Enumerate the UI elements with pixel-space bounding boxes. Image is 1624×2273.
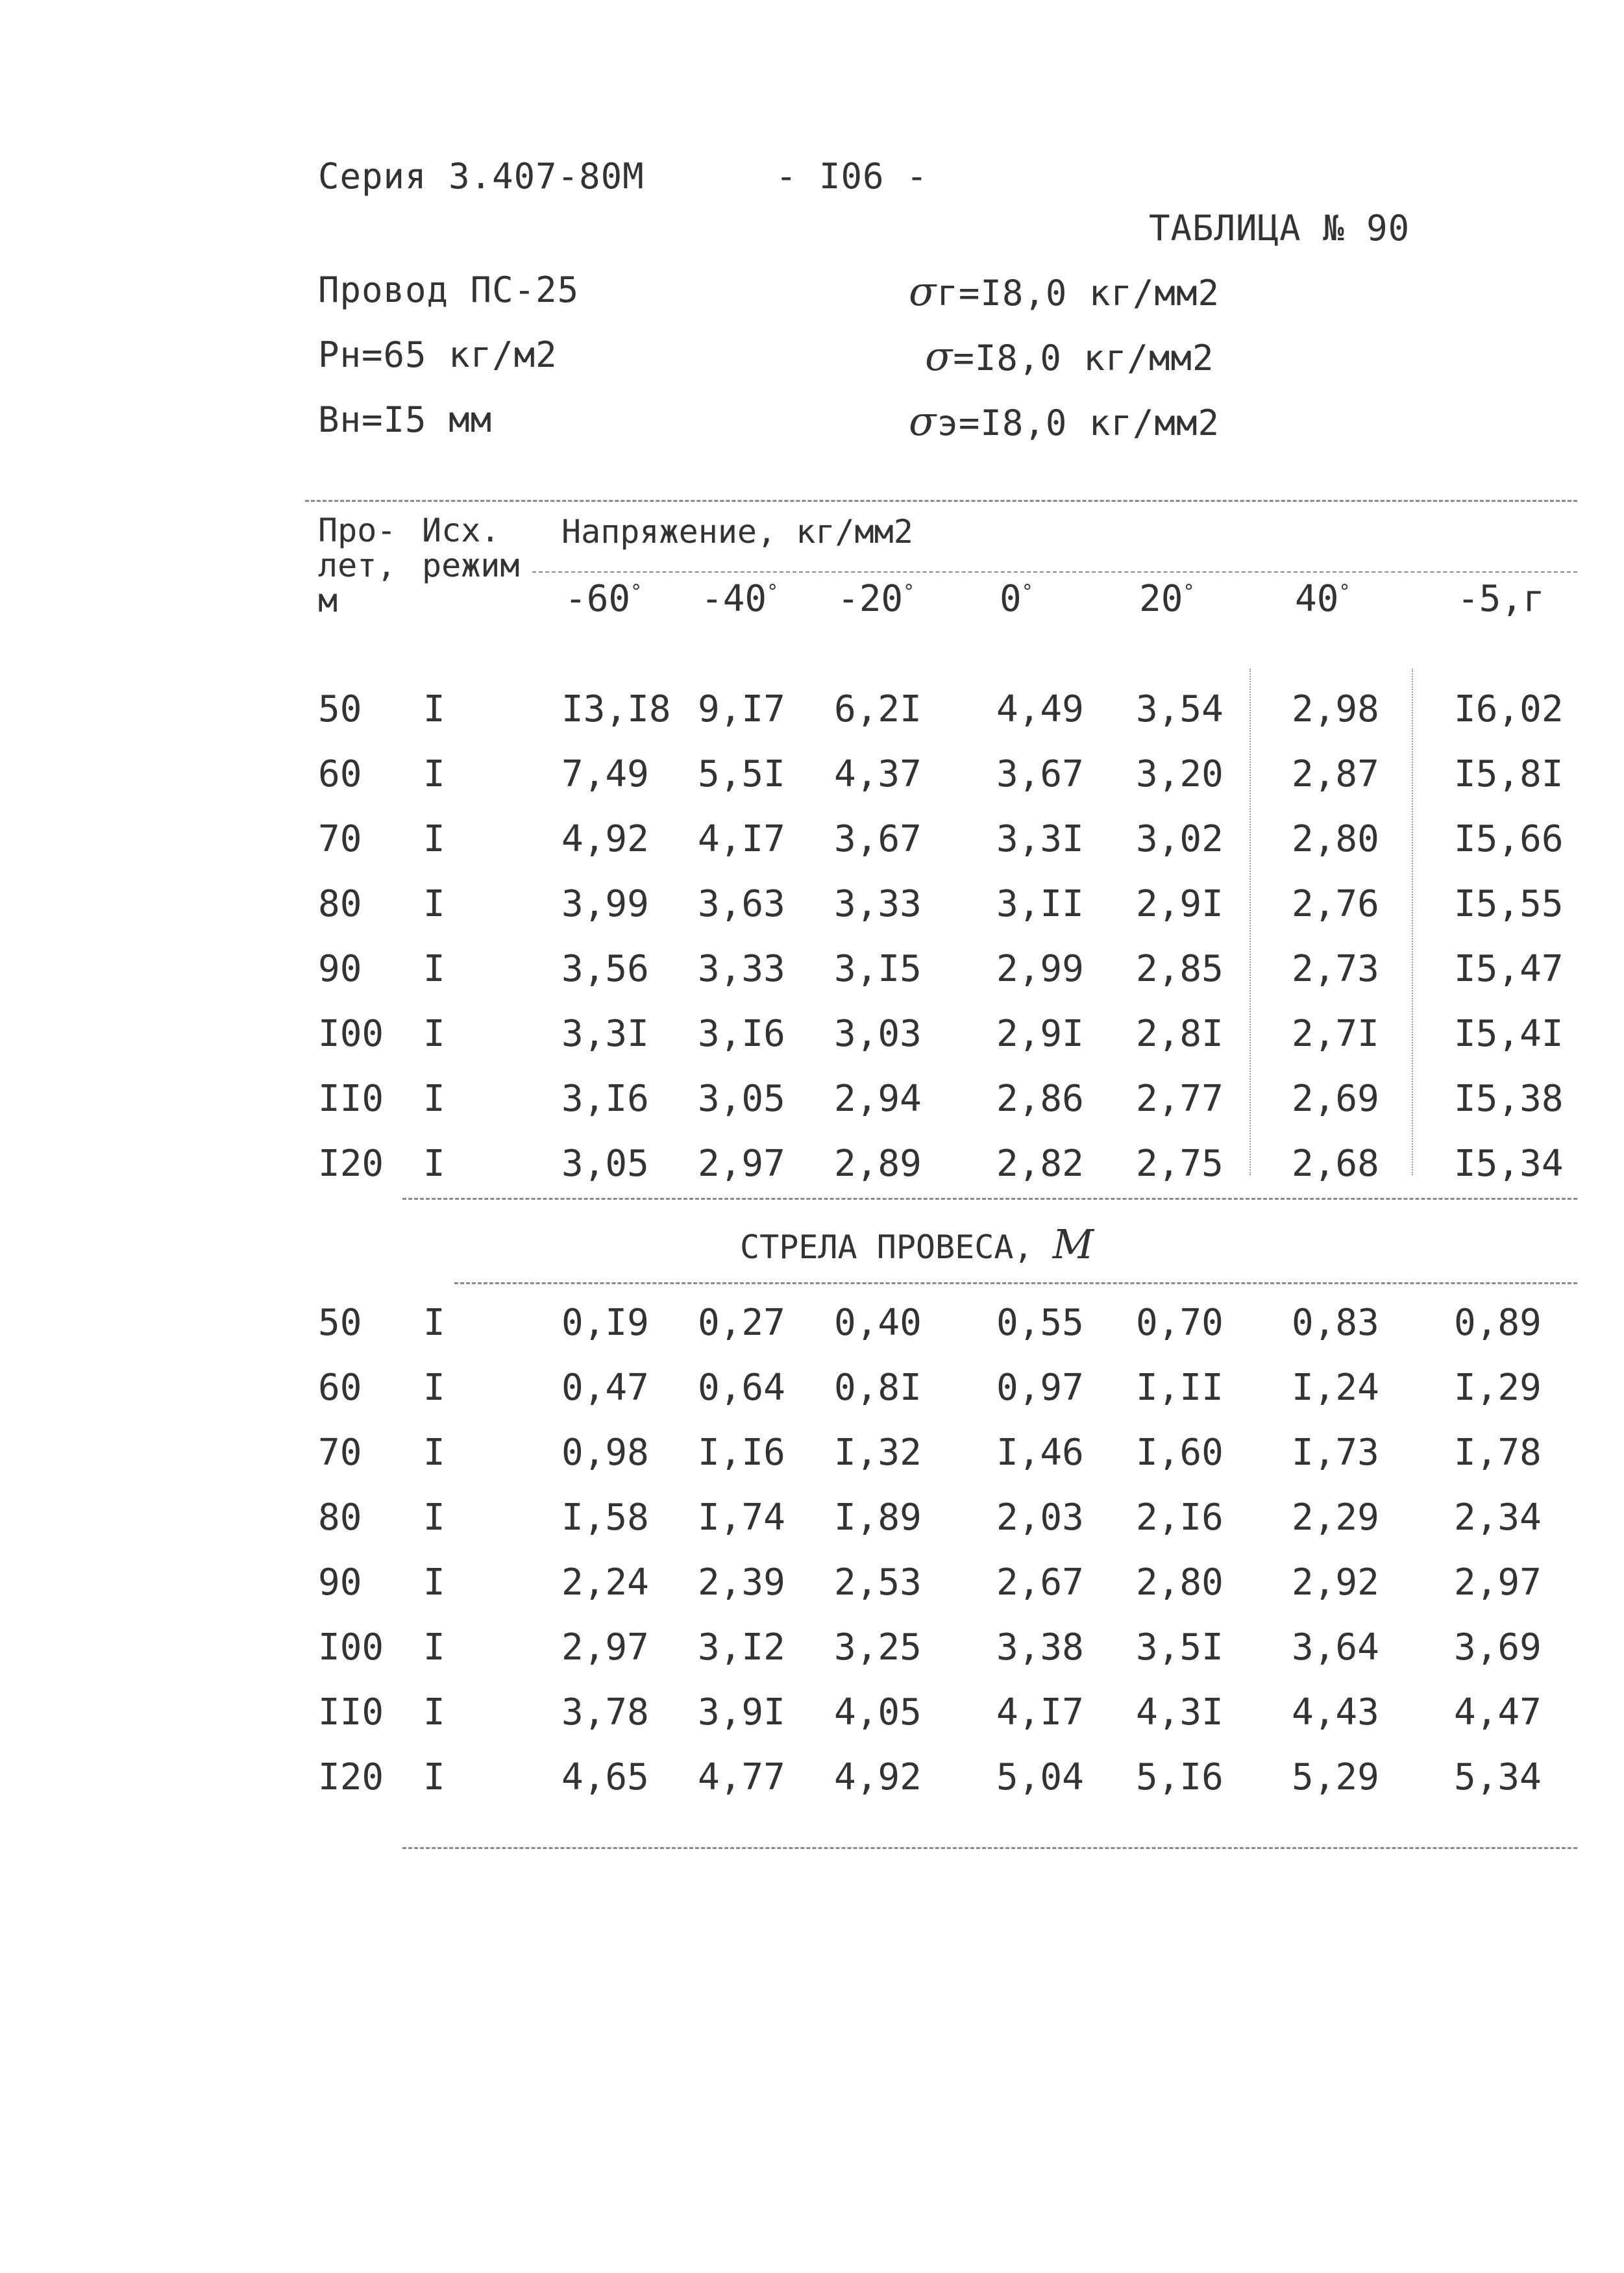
temperature-heading: [701, 578, 778, 620]
value-cell: 2,92: [1292, 1561, 1379, 1604]
value-cell: 3,05: [561, 1143, 649, 1185]
value-cell: 3,I6: [698, 1013, 785, 1055]
temperature-value: 40: [1295, 578, 1339, 620]
value-cell: 2,76: [1292, 883, 1379, 925]
value-cell: 2,97: [698, 1143, 785, 1185]
temperature-value: -5,г: [1457, 578, 1545, 620]
value-cell: 3,69: [1454, 1626, 1542, 1669]
temperature-value: -20: [837, 578, 904, 620]
table-title: ТАБЛИЦА № 90: [1149, 208, 1410, 249]
sigma-e-param: σэ=I8,0 кг/мм2: [909, 397, 1220, 445]
value-cell: 2,80: [1136, 1561, 1224, 1604]
value-cell: 4,49: [996, 688, 1084, 730]
temperature-heading: [1139, 578, 1195, 620]
value-cell: 2,82: [996, 1143, 1084, 1185]
value-cell: 3,5I: [1136, 1626, 1224, 1669]
value-cell: 4,92: [561, 818, 649, 860]
mode-cell: I: [423, 688, 445, 730]
temperature-value: 0: [1000, 578, 1022, 620]
value-cell: I,58: [561, 1497, 649, 1539]
value-cell: 2,86: [996, 1078, 1084, 1120]
value-cell: 2,97: [1454, 1561, 1542, 1604]
degree-icon: °: [767, 580, 779, 604]
value-cell: 3,67: [834, 818, 922, 860]
header-subrule: [532, 571, 1577, 573]
value-cell: 3,03: [834, 1013, 922, 1055]
value-cell: 0,55: [996, 1302, 1084, 1344]
value-cell: 4,65: [561, 1756, 649, 1798]
value-cell: 9,I7: [698, 688, 785, 730]
sigma-icon: σ: [909, 267, 937, 315]
value-cell: 3,78: [561, 1691, 649, 1733]
temperature-value: -40: [701, 578, 767, 620]
value-cell: 4,77: [698, 1756, 785, 1798]
value-cell: 4,37: [834, 753, 922, 795]
value-cell: I5,8I: [1454, 753, 1564, 795]
value-cell: 4,3I: [1136, 1691, 1224, 1733]
value-cell: 3,II: [996, 883, 1084, 925]
value-cell: 0,64: [698, 1367, 785, 1409]
value-cell: 3,33: [698, 948, 785, 990]
value-cell: 0,I9: [561, 1302, 649, 1344]
value-cell: 3,02: [1136, 818, 1224, 860]
value-cell: 2,73: [1292, 948, 1379, 990]
mode-cell: I: [423, 1561, 445, 1604]
span-cell: 90: [318, 948, 362, 990]
value-cell: 0,47: [561, 1367, 649, 1409]
value-cell: 5,34: [1454, 1756, 1542, 1798]
value-cell: I,I6: [698, 1432, 785, 1474]
value-cell: 2,98: [1292, 688, 1379, 730]
value-cell: 2,94: [834, 1078, 922, 1120]
degree-icon: °: [1183, 580, 1195, 604]
mode-cell: I: [423, 818, 445, 860]
value-cell: 3,25: [834, 1626, 922, 1669]
mode-cell: I: [423, 1143, 445, 1185]
value-cell: 4,I7: [996, 1691, 1084, 1733]
value-cell: I5,38: [1454, 1078, 1564, 1120]
value-cell: I5,47: [1454, 948, 1564, 990]
value-cell: I,32: [834, 1432, 922, 1474]
value-cell: 3,20: [1136, 753, 1224, 795]
value-cell: 2,85: [1136, 948, 1224, 990]
value-cell: I5,55: [1454, 883, 1564, 925]
value-cell: 2,53: [834, 1561, 922, 1604]
sigma-icon: σ: [925, 332, 953, 380]
value-cell: 6,2I: [834, 688, 922, 730]
sag-unit: М: [1052, 1221, 1094, 1268]
value-cell: 2,99: [996, 948, 1084, 990]
mid-rule: [402, 1198, 1577, 1200]
value-cell: 3,3I: [996, 818, 1084, 860]
degree-icon: °: [1021, 580, 1033, 604]
mode-cell: I: [423, 883, 445, 925]
value-cell: I,24: [1292, 1367, 1379, 1409]
value-cell: 3,I5: [834, 948, 922, 990]
sigma-icon: σ: [909, 397, 937, 445]
value-cell: 2,97: [561, 1626, 649, 1669]
value-cell: 2,29: [1292, 1497, 1379, 1539]
mode-cell: I: [423, 1626, 445, 1669]
mode-cell: I: [423, 1367, 445, 1409]
temperature-heading: [1295, 578, 1351, 620]
value-cell: 2,7I: [1292, 1013, 1379, 1055]
value-cell: 3,63: [698, 883, 785, 925]
column-separator: [1249, 669, 1251, 1175]
value-cell: 2,80: [1292, 818, 1379, 860]
value-cell: 4,05: [834, 1691, 922, 1733]
value-cell: 2,34: [1454, 1497, 1542, 1539]
value-cell: 3,99: [561, 883, 649, 925]
value-cell: 0,83: [1292, 1302, 1379, 1344]
value-cell: 3,I6: [561, 1078, 649, 1120]
value-cell: 5,5I: [698, 753, 785, 795]
temperature-value: -60: [565, 578, 631, 620]
temperature-heading: [565, 578, 642, 620]
value-cell: 0,8I: [834, 1367, 922, 1409]
value-cell: I,46: [996, 1432, 1084, 1474]
value-cell: 4,43: [1292, 1691, 1379, 1733]
wire-label: Провод ПС-25: [318, 269, 580, 310]
value-cell: 5,I6: [1136, 1756, 1224, 1798]
value-cell: I,73: [1292, 1432, 1379, 1474]
value-cell: I5,66: [1454, 818, 1564, 860]
span-cell: 80: [318, 883, 362, 925]
span-cell: II0: [318, 1691, 384, 1733]
value-cell: 2,67: [996, 1561, 1084, 1604]
mode-cell: I: [423, 1691, 445, 1733]
mode-cell: I: [423, 1432, 445, 1474]
temperature-value: 20: [1139, 578, 1183, 620]
value-cell: 3,56: [561, 948, 649, 990]
temperature-heading: [1000, 578, 1033, 620]
temperature-heading: [837, 578, 915, 620]
value-cell: 0,98: [561, 1432, 649, 1474]
value-cell: 3,9I: [698, 1691, 785, 1733]
value-cell: I,89: [834, 1497, 922, 1539]
value-cell: 2,87: [1292, 753, 1379, 795]
sigma-minus-param: σ=I8,0 кг/мм2: [925, 332, 1214, 380]
sag-subrule: [454, 1282, 1577, 1284]
sag-title: СТРЕЛА ПРОВЕСА, М: [740, 1221, 1094, 1268]
value-cell: 2,69: [1292, 1078, 1379, 1120]
value-cell: 2,03: [996, 1497, 1084, 1539]
degree-icon: °: [1338, 580, 1351, 604]
value-cell: 2,89: [834, 1143, 922, 1185]
span-cell: 80: [318, 1497, 362, 1539]
degree-icon: °: [630, 580, 643, 604]
value-cell: 3,05: [698, 1078, 785, 1120]
sigma-g-param: σг=I8,0 кг/мм2: [909, 267, 1220, 315]
degree-icon: °: [903, 580, 915, 604]
stress-header: Напряжение, кг/мм2: [561, 513, 913, 551]
value-cell: I6,02: [1454, 688, 1564, 730]
span-cell: I20: [318, 1143, 384, 1185]
value-cell: 2,8I: [1136, 1013, 1224, 1055]
value-cell: 4,I7: [698, 818, 785, 860]
span-cell: I00: [318, 1626, 384, 1669]
value-cell: 4,92: [834, 1756, 922, 1798]
value-cell: 2,24: [561, 1561, 649, 1604]
span-cell: 50: [318, 688, 362, 730]
value-cell: I,74: [698, 1497, 785, 1539]
value-cell: 0,97: [996, 1367, 1084, 1409]
value-cell: 3,64: [1292, 1626, 1379, 1669]
span-cell: 60: [318, 753, 362, 795]
value-cell: I5,4I: [1454, 1013, 1564, 1055]
top-rule: [305, 500, 1577, 502]
span-cell: 50: [318, 1302, 362, 1344]
value-cell: 3,3I: [561, 1013, 649, 1055]
span-column-header: Про- лет, м: [318, 512, 397, 619]
mode-cell: I: [423, 1013, 445, 1055]
value-cell: 2,9I: [1136, 883, 1224, 925]
value-cell: I5,34: [1454, 1143, 1564, 1185]
temperature-heading: [1457, 578, 1545, 620]
value-cell: 5,04: [996, 1756, 1084, 1798]
column-separator: [1412, 669, 1413, 1175]
page-number: - I06 -: [776, 156, 928, 197]
span-cell: I20: [318, 1756, 384, 1798]
mode-cell: I: [423, 753, 445, 795]
span-cell: II0: [318, 1078, 384, 1120]
span-cell: 60: [318, 1367, 362, 1409]
value-cell: 3,33: [834, 883, 922, 925]
series-label: Серия 3.407-80М: [318, 156, 645, 197]
value-cell: I3,I8: [561, 688, 671, 730]
value-cell: I,60: [1136, 1432, 1224, 1474]
value-cell: 3,38: [996, 1626, 1084, 1669]
span-cell: 70: [318, 1432, 362, 1474]
value-cell: 0,40: [834, 1302, 922, 1344]
value-cell: 0,70: [1136, 1302, 1224, 1344]
mode-cell: I: [423, 1497, 445, 1539]
value-cell: 7,49: [561, 753, 649, 795]
mode-cell: I: [423, 1756, 445, 1798]
span-cell: 90: [318, 1561, 362, 1604]
value-cell: 2,I6: [1136, 1497, 1224, 1539]
value-cell: 2,9I: [996, 1013, 1084, 1055]
value-cell: I,78: [1454, 1432, 1542, 1474]
span-cell: 70: [318, 818, 362, 860]
mode-cell: I: [423, 1302, 445, 1344]
value-cell: 2,39: [698, 1561, 785, 1604]
value-cell: 2,68: [1292, 1143, 1379, 1185]
mode-cell: I: [423, 1078, 445, 1120]
value-cell: 3,54: [1136, 688, 1224, 730]
value-cell: 0,27: [698, 1302, 785, 1344]
pressure-label: Рн=65 кг/м2: [318, 334, 558, 375]
span-cell: I00: [318, 1013, 384, 1055]
value-cell: 3,I2: [698, 1626, 785, 1669]
value-cell: 5,29: [1292, 1756, 1379, 1798]
value-cell: 4,47: [1454, 1691, 1542, 1733]
value-cell: I,II: [1136, 1367, 1224, 1409]
mode-column-header: Исх. режим: [422, 512, 520, 584]
thickness-label: Вн=I5 мм: [318, 399, 493, 440]
value-cell: 3,67: [996, 753, 1084, 795]
bottom-rule: [402, 1847, 1577, 1849]
value-cell: I,29: [1454, 1367, 1542, 1409]
value-cell: 0,89: [1454, 1302, 1542, 1344]
mode-cell: I: [423, 948, 445, 990]
value-cell: 2,75: [1136, 1143, 1224, 1185]
value-cell: 2,77: [1136, 1078, 1224, 1120]
